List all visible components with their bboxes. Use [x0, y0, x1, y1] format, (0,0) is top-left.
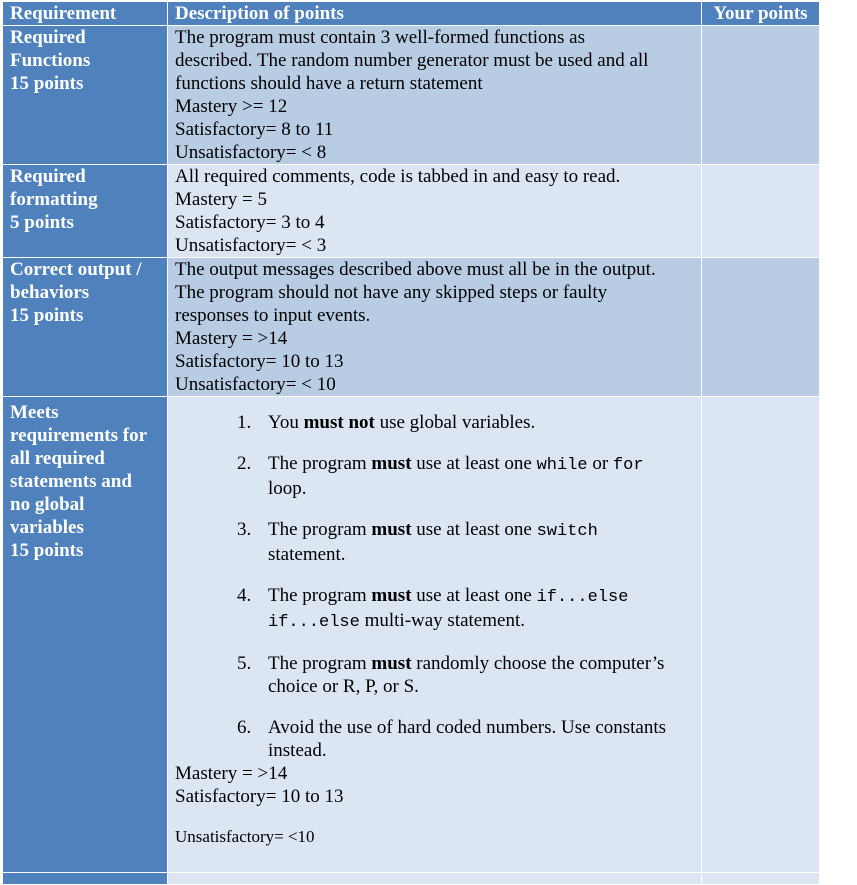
description-cell: [168, 397, 702, 873]
description-line: The program should not have any skipped steps or faulty: [175, 282, 608, 303]
requirements-list: [175, 411, 701, 762]
item-code: if...else: [268, 613, 360, 632]
requirement-cell: [3, 26, 168, 165]
requirement-cell: [3, 258, 168, 397]
requirement-text: statements and: [10, 471, 132, 492]
unsatisfactory-line: Unsatisfactory= < 3: [175, 235, 327, 256]
description-line: responses to input events.: [175, 305, 371, 326]
rubric-table: [2, 1, 820, 885]
item-emphasis: must: [371, 519, 412, 540]
item-text: You: [268, 412, 304, 433]
list-item: [175, 652, 701, 698]
table-row: [3, 397, 820, 873]
requirement-points: 15 points: [10, 540, 84, 561]
description-line: The program must contain 3 well-formed functions as: [175, 27, 585, 48]
list-number: 1.: [237, 412, 252, 433]
description-cell: [168, 165, 702, 258]
requirement-text: behaviors: [10, 282, 90, 303]
requirement-cell: [3, 165, 168, 258]
requirement-text: Functions: [10, 50, 91, 71]
table-row: [3, 26, 820, 165]
item-text: instead.: [268, 740, 327, 761]
header-your-points: Your points: [702, 2, 820, 26]
header-description: Description of points: [168, 2, 702, 26]
mastery-line: Mastery >= 12: [175, 96, 288, 117]
list-item: [175, 411, 701, 434]
your-points-cell[interactable]: [702, 26, 820, 165]
list-item: [175, 518, 701, 566]
list-number: 2.: [237, 453, 252, 474]
item-text: multi-way statement.: [359, 610, 525, 631]
your-points-cell[interactable]: [702, 397, 820, 873]
requirement-text: Meets: [10, 402, 59, 423]
item-text: The program: [268, 519, 372, 540]
item-text: use at least one: [411, 453, 537, 474]
item-emphasis: must not: [303, 412, 375, 433]
item-emphasis: must: [371, 653, 412, 674]
table-row: [3, 258, 820, 397]
requirement-text: no global: [10, 494, 85, 515]
your-points-cell[interactable]: [702, 258, 820, 397]
requirement-text: Correct output /: [10, 259, 142, 280]
item-text: statement.: [268, 544, 346, 565]
list-number: 3.: [237, 519, 252, 540]
your-points-cell[interactable]: [702, 873, 820, 885]
item-text: The program: [268, 585, 372, 606]
requirement-points: 15 points: [10, 305, 84, 326]
item-text: use at least one: [411, 585, 537, 606]
mastery-line: Mastery = >14: [175, 763, 288, 784]
item-text: The program: [268, 453, 372, 474]
description-line: described. The random number generator must be used and all: [175, 50, 649, 71]
requirement-text: variables: [10, 517, 84, 538]
requirement-cell: [3, 397, 168, 873]
item-emphasis: must: [371, 585, 412, 606]
list-number: 6.: [237, 717, 252, 738]
item-code: while: [536, 456, 588, 475]
requirement-points: 5 points: [10, 212, 74, 233]
item-text: The program: [268, 653, 372, 674]
description-line: functions should have a return statement: [175, 73, 483, 94]
description-line: All required comments, code is tabbed in and easy to read.: [175, 166, 621, 187]
item-emphasis: must: [371, 453, 412, 474]
item-code: if...else: [536, 588, 629, 607]
list-item: [175, 716, 701, 762]
item-text: loop.: [268, 478, 307, 499]
satisfactory-line: Satisfactory= 10 to 13: [175, 786, 344, 807]
description-cell: [168, 873, 702, 885]
unsatisfactory-line: Unsatisfactory= < 10: [175, 374, 336, 395]
item-text: randomly choose the computer’s: [411, 653, 665, 674]
unsatisfactory-line: Unsatisfactory= <10: [175, 827, 315, 846]
list-number: 4.: [237, 585, 252, 606]
requirement-cell: [3, 873, 168, 885]
list-item: [175, 452, 701, 500]
satisfactory-line: Satisfactory= 3 to 4: [175, 212, 325, 233]
header-row: [3, 2, 820, 26]
description-line: The output messages described above must all be in the output.: [175, 259, 656, 280]
header-requirement: Requirement: [3, 2, 168, 26]
satisfactory-line: Satisfactory= 10 to 13: [175, 351, 344, 372]
mastery-line: Mastery = >14: [175, 328, 288, 349]
table-row: [3, 873, 820, 885]
item-code: for: [612, 456, 644, 475]
item-text: use at least one: [411, 519, 537, 540]
item-text: choice or R, P, or S.: [268, 676, 419, 697]
requirement-points: 15 points: [10, 73, 84, 94]
item-code: switch: [536, 522, 598, 541]
requirement-text: Required: [10, 27, 86, 48]
description-cell: [168, 26, 702, 165]
item-text: Avoid the use of hard coded numbers. Use constants: [268, 717, 667, 738]
item-text: or: [587, 453, 613, 474]
requirement-text: Required: [10, 166, 86, 187]
description-cell: [168, 258, 702, 397]
item-text: use global variables.: [374, 412, 536, 433]
list-number: 5.: [237, 653, 252, 674]
requirement-text: formatting: [10, 189, 98, 210]
table-row: [3, 165, 820, 258]
your-points-cell[interactable]: [702, 165, 820, 258]
list-item: [175, 584, 701, 634]
unsatisfactory-line: Unsatisfactory= < 8: [175, 142, 327, 163]
requirement-text: requirements for: [10, 425, 148, 446]
requirement-text: all required: [10, 448, 105, 469]
mastery-line: Mastery = 5: [175, 189, 267, 210]
satisfactory-line: Satisfactory= 8 to 11: [175, 119, 334, 140]
